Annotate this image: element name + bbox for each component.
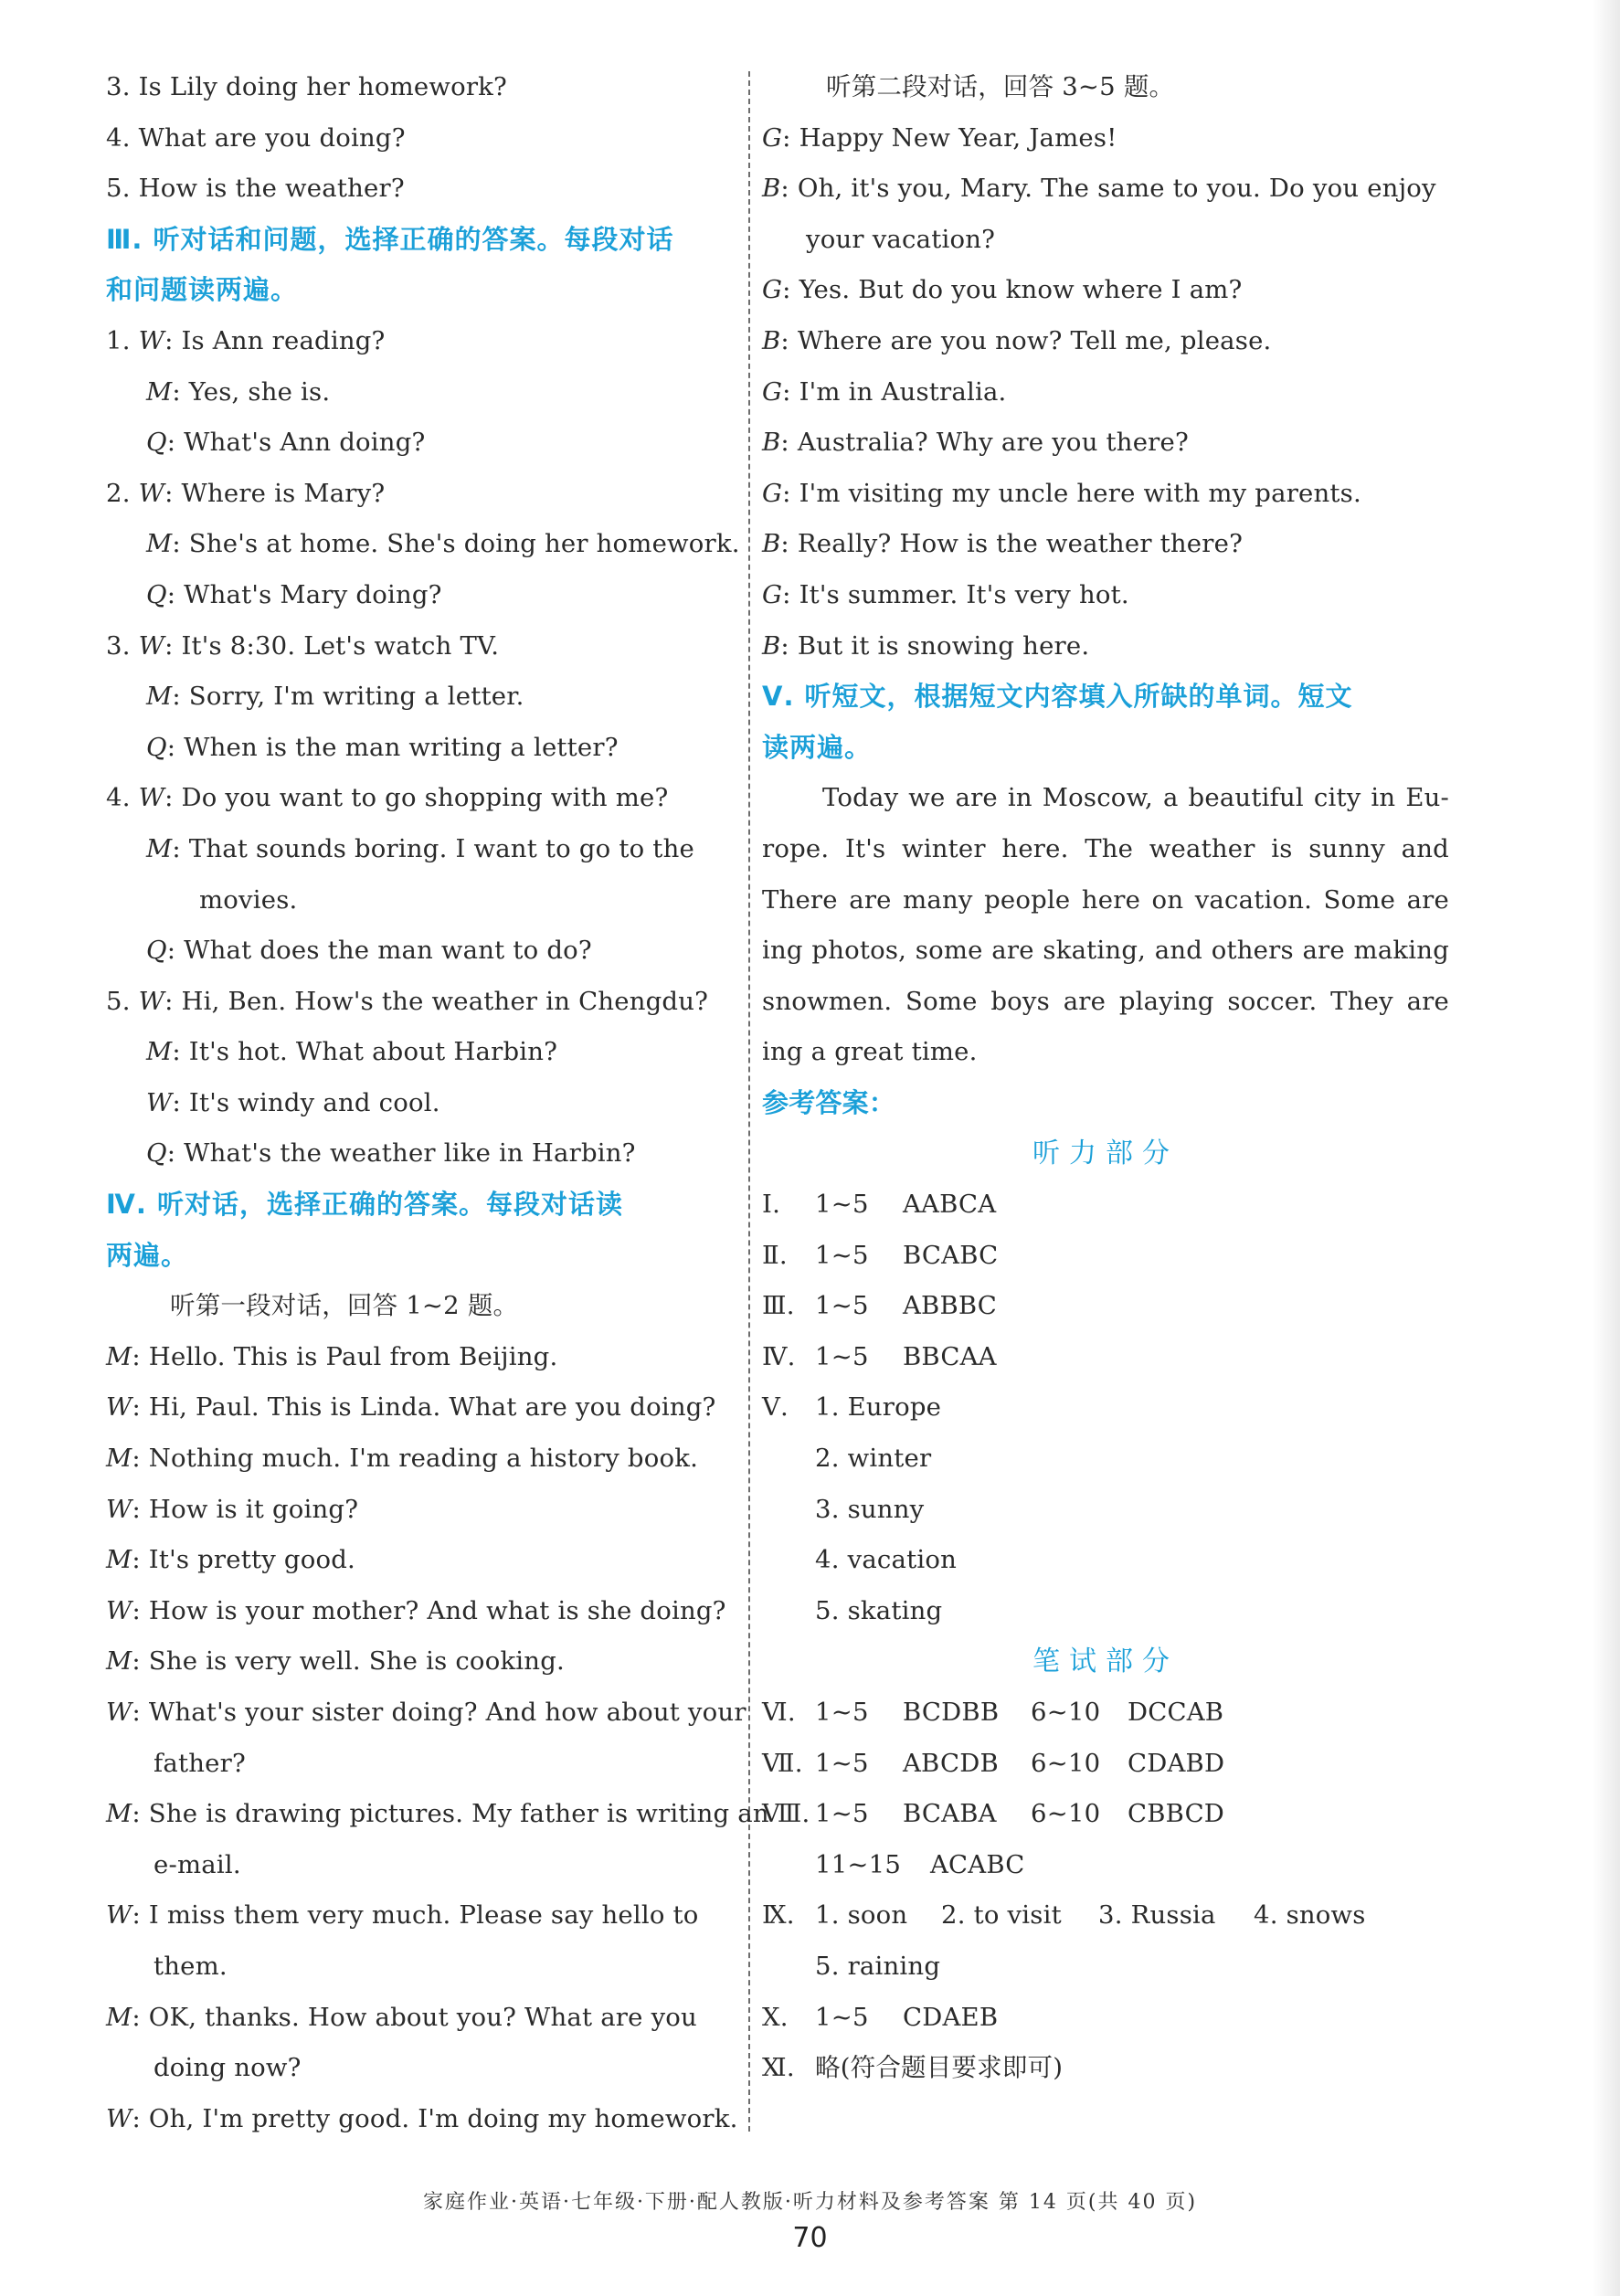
dialogue-line: M: Hello. This is Paul from Beijing. [106,1341,558,1371]
section-3-heading: Ⅲ. 听对话和问题，选择正确的答案。每段对话 [106,223,674,255]
dialogue-line: M: She's at home. She's doing her homework. [146,529,740,559]
dialogue-line: G: I'm in Australia. [762,376,1007,407]
dialogue-line: doing now? [154,2053,302,2083]
dialogue-line: G: I'm visiting my uncle here with my parents. [762,478,1361,508]
answer-row: Ⅰ. 1~5 AABCA [762,1190,997,1220]
answer-row: Ⅵ. 1~5 BCDBB 6~10 DCCAB [762,1698,1224,1727]
dialogue-line: G: Happy New Year, James! [762,122,1117,153]
passage-line: ing photos, some are skating, and others are making [762,936,1449,966]
answer-item: 3. sunny [815,1494,925,1524]
dialogue-line: movies. [199,884,298,915]
answer-row: Ⅳ. 1~5 BBCAA [762,1341,997,1371]
dialogue-line: W: Oh, I'm pretty good. I'm doing my homework. [106,2103,738,2133]
dialogue-line: W: It's windy and cool. [146,1087,440,1117]
passage-line: There are many people here on vacation. Some are [762,884,1449,915]
section-4-heading: Ⅳ. 听对话，选择正确的答案。每段对话读 [106,1189,623,1221]
section-5-heading-cont: 读两遍。 [762,731,873,763]
answer-item: 5. skating [815,1595,943,1625]
dialogue-intro: 听第一段对话，回答 1~2 题。 [170,1291,519,1321]
page-number: 70 [792,2222,828,2254]
dialogue-line: M: Nothing much. I'm reading a history book. [106,1444,699,1474]
dialogue-line: B: But it is snowing here. [762,630,1090,661]
dialogue-line: father? [154,1748,246,1778]
dialogue-line: W: Hi, Paul. This is Linda. What are you doing? [106,1392,716,1423]
reference-answers-label: 参考答案： [762,1086,896,1118]
writing-part-title: 笔试部分 [1032,1645,1179,1678]
text-line: 4. What are you doing? [106,122,406,153]
dialogue-line: 3. W: It's 8:30. Let's watch TV. [106,630,500,661]
passage-line: rope. It's winter here. The weather is sunny and [762,833,1449,863]
dialogue-line: 1. W: Is Ann reading? [106,325,386,355]
answer-item: 2. winter [815,1444,932,1474]
text-line: 5. How is the weather? [106,174,405,204]
section-3-heading-cont: 和问题读两遍。 [106,274,299,306]
dialogue-line: M: OK, thanks. How about you? What are you [106,2002,697,2032]
dialogue-line: W: How is it going? [106,1494,359,1524]
dialogue-line: B: Where are you now? Tell me, please. [762,325,1272,355]
passage-line: ing a great time. [762,1037,978,1067]
dialogue-line: them. [154,1951,228,1981]
dialogue-line: M: Sorry, I'm writing a letter. [146,682,524,712]
answer-row: Ⅲ. 1~5 ABBBC [762,1291,998,1321]
answer-row: Ⅹ. 1~5 CDAEB [762,2002,999,2032]
dialogue-line: G: It's summer. It's very hot. [762,579,1129,609]
dialogue-line: B: Australia? Why are you there? [762,428,1189,458]
section-4-heading-cont: 两遍。 [106,1239,189,1271]
page-footer: 家庭作业·英语·七年级·下册·配人教版·听力材料及参考答案 第 14 页(共 40 页) [422,2191,1198,2214]
page-edge-shadow [1593,0,1620,2296]
left-column [106,62,769,2144]
dialogue-line: M: She is very well. She is cooking. [106,1646,565,1677]
dialogue-line: M: Yes, she is. [146,376,331,407]
dialogue-line: M: It's pretty good. [106,1545,355,1575]
answer-item: 4. vacation [815,1545,958,1575]
answer-row: Ⅶ. 1~5 ABCDB 6~10 CDABD [762,1748,1225,1778]
dialogue-line: Q: What does the man want to do? [146,936,592,966]
dialogue-line: G: Yes. But do you know where I am? [762,275,1243,305]
dialogue-line: Q: What's Ann doing? [146,428,426,458]
dialogue-line: W: What's your sister doing? And how about your [106,1698,746,1727]
dialogue-line: Q: What's Mary doing? [146,579,442,609]
dialogue-line: W: How is your mother? And what is she doing? [106,1595,726,1625]
dialogue-line: your vacation? [806,224,996,254]
answer-row: Ⅱ. 1~5 BCABC [762,1240,999,1270]
section-5-heading: Ⅴ. 听短文，根据短文内容填入所缺的单词。短文 [762,681,1353,713]
dialogue-line: 4. W: Do you want to go shopping with me? [106,783,669,813]
listening-part-title: 听力部分 [1032,1137,1179,1170]
dialogue-line: Q: What's the weather like in Harbin? [146,1138,636,1169]
answer-item: 5. raining [815,1951,941,1981]
answer-row: 11~15 ACABC [815,1849,1025,1879]
dialogue-line: M: She is drawing pictures. My father is writing an [106,1799,769,1829]
dialogue-line: Q: When is the man writing a letter? [146,732,619,762]
dialogue-line: B: Really? How is the weather there? [762,529,1244,559]
passage-line: Today we are in Moscow, a beautiful city in Eu- [822,783,1449,813]
dialogue-line: M: That sounds boring. I want to go to the [146,833,694,863]
answer-row: Ⅺ. 略(符合题目要求即可) [762,2053,1064,2083]
dialogue-line: W: I miss them very much. Please say hello to [106,1900,699,1931]
answer-row: Ⅸ. 1. soon 2. to visit 3. Russia 4. snows [762,1900,1366,1931]
text-line: 3. Is Lily doing her homework? [106,72,507,101]
dialogue-line: 5. W: Hi, Ben. How's the weather in Chengdu? [106,986,709,1016]
dialogue-line: M: It's hot. What about Harbin? [146,1037,558,1067]
answer-row: Ⅷ. 1~5 BCABA 6~10 CBBCD [762,1799,1225,1829]
answer-row: Ⅴ. 1. Europe [762,1392,942,1423]
passage-line: snowmen. Some boys are playing soccer. They are [762,986,1449,1016]
dialogue-line: e-mail. [154,1849,241,1879]
right-column [762,62,1449,2094]
dialogue-line: 2. W: Where is Mary? [106,478,386,508]
dialogue-intro: 听第二段对话，回答 3~5 题。 [826,72,1175,101]
dialogue-line: B: Oh, it's you, Mary. The same to you. Do you enjoy [762,174,1436,204]
